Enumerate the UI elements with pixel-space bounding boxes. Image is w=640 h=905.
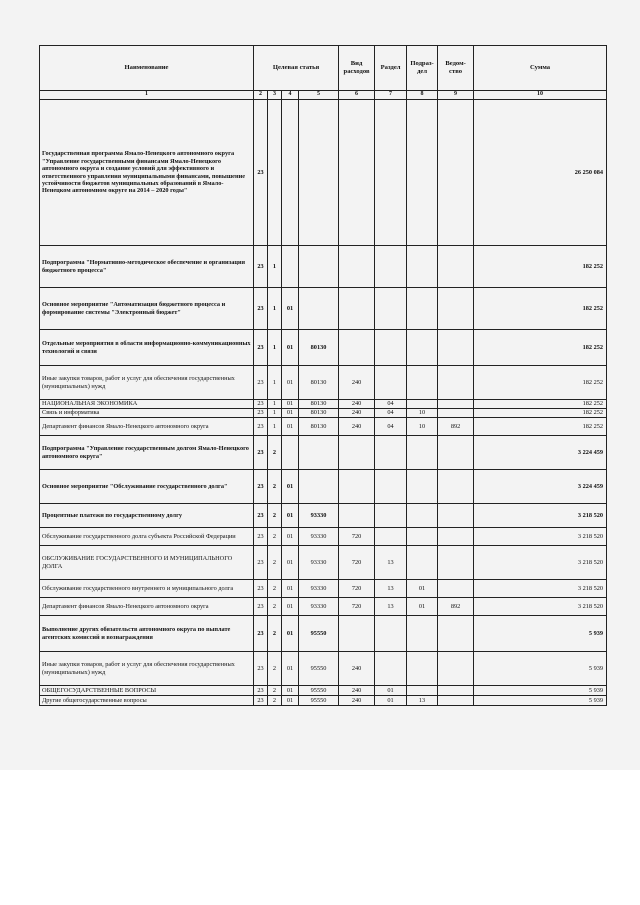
subsection-code: 10 [407,418,438,436]
target-direction: 80130 [299,400,339,409]
target-program: 23 [254,580,268,598]
target-event: 01 [282,528,299,546]
target-program: 23 [254,686,268,696]
table-row [40,436,607,470]
target-direction: 95550 [299,652,339,686]
row-name: Связь и информатика [40,409,254,418]
header-row [40,46,607,91]
row-name: ОБЩЕГОСУДАРСТВЕННЫЕ ВОПРОСЫ [40,686,254,696]
row-name: НАЦИОНАЛЬНАЯ ЭКОНОМИКА [40,400,254,409]
target-direction: 80130 [299,366,339,400]
target-program: 23 [254,100,268,246]
table-row [40,100,607,246]
row-sum: 26 250 084 [474,100,607,246]
row-sum: 3 218 520 [474,546,607,580]
row-sum: 5 939 [474,652,607,686]
target-event [282,436,299,470]
section-code [375,652,407,686]
header-subsection: Подраз-дел [407,46,438,91]
section-code [375,366,407,400]
target-event: 01 [282,546,299,580]
col-number: 3 [268,91,282,100]
row-name: Подпрограмма "Управление государственным долгом Ямало-Ненецкого автономного округа" [40,436,254,470]
table-row [40,546,607,580]
header-sum: Сумма [474,46,607,91]
target-subprogram: 2 [268,528,282,546]
row-name: Основное мероприятие "Обслуживание государственного долга" [40,470,254,504]
target-program: 23 [254,436,268,470]
col-number: 4 [282,91,299,100]
table-row [40,616,607,652]
row-name: Иные закупки товаров, работ и услуг для обеспечения государственных (муниципальных) нужд [40,366,254,400]
row-sum: 182 252 [474,288,607,330]
target-direction: 93330 [299,528,339,546]
target-subprogram: 2 [268,598,282,616]
target-event: 01 [282,504,299,528]
row-name: Государственная программа Ямало-Ненецкого автономного округа "Управление государственными финансами Ямало-Ненецкого автономного округа и создание условий для эффективного и ответственного управления муниципальными финансами, повышение устойчивости бюджетов муниципальных образований в Ямало-Ненецком автономном округе на 2014 – 2020 годы" [40,100,254,246]
target-event: 01 [282,366,299,400]
table-row [40,418,607,436]
row-sum: 3 218 520 [474,580,607,598]
target-subprogram: 1 [268,330,282,366]
table-row [40,652,607,686]
expense-kind: 720 [339,528,375,546]
expense-kind [339,330,375,366]
target-event: 01 [282,652,299,686]
target-event: 01 [282,470,299,504]
table-row [40,528,607,546]
section-code: 13 [375,598,407,616]
subsection-code: 13 [407,696,438,706]
department-code [438,546,474,580]
target-program: 23 [254,400,268,409]
target-subprogram: 2 [268,436,282,470]
table-row [40,504,607,528]
target-program: 23 [254,330,268,366]
row-name: Выполнение других обязательств автономного округа по выплате агентских комиссий и вознаграждения [40,616,254,652]
target-event: 01 [282,598,299,616]
target-event: 01 [282,418,299,436]
subsection-code [407,246,438,288]
subsection-code [407,330,438,366]
target-subprogram: 1 [268,418,282,436]
expense-kind: 240 [339,652,375,686]
target-direction: 95550 [299,696,339,706]
row-sum: 182 252 [474,246,607,288]
table-row [40,696,607,706]
target-direction [299,246,339,288]
target-program: 23 [254,652,268,686]
section-code [375,288,407,330]
header-kind: Вид расходов [339,46,375,91]
section-code: 04 [375,418,407,436]
target-direction: 80130 [299,330,339,366]
section-code [375,528,407,546]
subsection-code: 01 [407,598,438,616]
subsection-code [407,616,438,652]
target-event [282,100,299,246]
expense-kind: 240 [339,686,375,696]
section-code [375,330,407,366]
department-code [438,288,474,330]
target-program: 23 [254,366,268,400]
row-name: Департамент финансов Ямало-Ненецкого автономного округа [40,598,254,616]
expense-kind [339,504,375,528]
row-sum: 182 252 [474,330,607,366]
col-number: 7 [375,91,407,100]
table-row [40,470,607,504]
subsection-code: 01 [407,580,438,598]
expense-kind [339,288,375,330]
target-event: 01 [282,696,299,706]
expense-kind: 240 [339,366,375,400]
target-subprogram: 2 [268,696,282,706]
table-row [40,686,607,696]
target-event [282,246,299,288]
column-number-row [40,91,607,100]
target-program: 23 [254,528,268,546]
section-code: 04 [375,400,407,409]
header-dept: Ведом-ство [438,46,474,91]
subsection-code [407,546,438,580]
target-direction: 93330 [299,504,339,528]
department-code [438,409,474,418]
target-subprogram: 2 [268,616,282,652]
expense-kind: 720 [339,546,375,580]
target-direction: 95550 [299,686,339,696]
department-code [438,246,474,288]
target-subprogram: 2 [268,652,282,686]
section-code [375,246,407,288]
target-direction: 80130 [299,409,339,418]
row-name: Другие общегосударственные вопросы [40,696,254,706]
row-name: Процентные платежи по государственному долгу [40,504,254,528]
section-code: 01 [375,686,407,696]
target-direction [299,470,339,504]
target-direction: 93330 [299,598,339,616]
header-name: Наименование [40,46,254,91]
subsection-code: 10 [407,409,438,418]
target-direction [299,288,339,330]
department-code [438,528,474,546]
subsection-code [407,288,438,330]
department-code [438,696,474,706]
header-section: Раздел [375,46,407,91]
row-name: Основное мероприятие "Автоматизация бюджетного процесса и формирование системы "Электронный бюджет" [40,288,254,330]
row-sum: 3 224 459 [474,436,607,470]
page-margin [0,770,640,905]
table-row [40,400,607,409]
target-direction [299,100,339,246]
section-code: 01 [375,696,407,706]
col-number: 9 [438,91,474,100]
expense-kind [339,246,375,288]
target-subprogram: 2 [268,686,282,696]
row-name: Отдельные мероприятия в области информационно-коммуникационных технологий и связи [40,330,254,366]
target-program: 23 [254,409,268,418]
subsection-code [407,652,438,686]
expense-kind [339,436,375,470]
target-subprogram [268,100,282,246]
department-code [438,580,474,598]
department-code [438,436,474,470]
row-name: Иные закупки товаров, работ и услуг для обеспечения государственных (муниципальных) нужд [40,652,254,686]
target-program: 23 [254,546,268,580]
col-number: 5 [299,91,339,100]
subsection-code [407,100,438,246]
target-event: 01 [282,616,299,652]
subsection-code [407,528,438,546]
department-code [438,652,474,686]
table-row [40,246,607,288]
col-number: 8 [407,91,438,100]
row-sum: 3 218 520 [474,504,607,528]
target-subprogram: 1 [268,400,282,409]
subsection-code [407,686,438,696]
row-name: Подпрограмма "Нормативно-методическое обеспечение и организация бюджетного процесса" [40,246,254,288]
row-name: Обслуживание государственного долга субъекта Российской Федерации [40,528,254,546]
section-code: 13 [375,580,407,598]
table-row [40,366,607,400]
row-sum: 182 252 [474,418,607,436]
target-subprogram: 2 [268,470,282,504]
row-sum: 5 939 [474,696,607,706]
target-subprogram: 1 [268,288,282,330]
budget-table [39,45,607,706]
row-sum: 182 252 [474,400,607,409]
subsection-code [407,470,438,504]
department-code [438,470,474,504]
row-sum: 3 224 459 [474,470,607,504]
table-row [40,580,607,598]
expense-kind: 720 [339,580,375,598]
target-event: 01 [282,400,299,409]
col-number: 2 [254,91,268,100]
department-code: 892 [438,418,474,436]
table-row [40,409,607,418]
target-direction: 95550 [299,616,339,652]
expense-kind [339,470,375,504]
row-sum: 3 218 520 [474,598,607,616]
target-program: 23 [254,470,268,504]
expense-kind: 240 [339,409,375,418]
target-event: 01 [282,330,299,366]
row-sum: 5 939 [474,686,607,696]
col-number: 1 [40,91,254,100]
target-subprogram: 2 [268,580,282,598]
target-subprogram: 1 [268,246,282,288]
subsection-code [407,400,438,409]
expense-kind: 240 [339,400,375,409]
expense-kind: 720 [339,598,375,616]
row-sum: 182 252 [474,409,607,418]
expense-kind [339,100,375,246]
col-number: 6 [339,91,375,100]
expense-kind [339,616,375,652]
section-code [375,504,407,528]
row-sum: 3 218 520 [474,528,607,546]
subsection-code [407,504,438,528]
target-event: 01 [282,580,299,598]
target-program: 23 [254,696,268,706]
section-code: 04 [375,409,407,418]
target-subprogram: 2 [268,546,282,580]
col-number: 10 [474,91,607,100]
department-code [438,366,474,400]
subsection-code [407,436,438,470]
section-code [375,436,407,470]
target-direction [299,436,339,470]
section-code [375,100,407,246]
department-code [438,330,474,366]
header-target: Целевая статья [254,46,339,91]
department-code [438,686,474,696]
table-row [40,288,607,330]
row-name: Департамент финансов Ямало-Ненецкого автономного округа [40,418,254,436]
row-name: Обслуживание государственного внутреннего и муниципального долга [40,580,254,598]
target-program: 23 [254,598,268,616]
target-event: 01 [282,409,299,418]
target-program: 23 [254,418,268,436]
target-subprogram: 1 [268,366,282,400]
row-name: ОБСЛУЖИВАНИЕ ГОСУДАРСТВЕННОГО И МУНИЦИПАЛЬНОГО ДОЛГА [40,546,254,580]
target-program: 23 [254,616,268,652]
target-event: 01 [282,686,299,696]
target-program: 23 [254,288,268,330]
table-row [40,598,607,616]
department-code [438,400,474,409]
department-code [438,504,474,528]
target-subprogram: 1 [268,409,282,418]
target-subprogram: 2 [268,504,282,528]
department-code [438,616,474,652]
target-direction: 93330 [299,580,339,598]
department-code [438,100,474,246]
section-code [375,470,407,504]
target-direction: 80130 [299,418,339,436]
expense-kind: 240 [339,418,375,436]
department-code: 892 [438,598,474,616]
row-sum: 5 939 [474,616,607,652]
expense-kind: 240 [339,696,375,706]
section-code: 13 [375,546,407,580]
target-event: 01 [282,288,299,330]
row-sum: 182 252 [474,366,607,400]
table-row [40,330,607,366]
target-program: 23 [254,504,268,528]
target-program: 23 [254,246,268,288]
target-direction: 93330 [299,546,339,580]
subsection-code [407,366,438,400]
section-code [375,616,407,652]
